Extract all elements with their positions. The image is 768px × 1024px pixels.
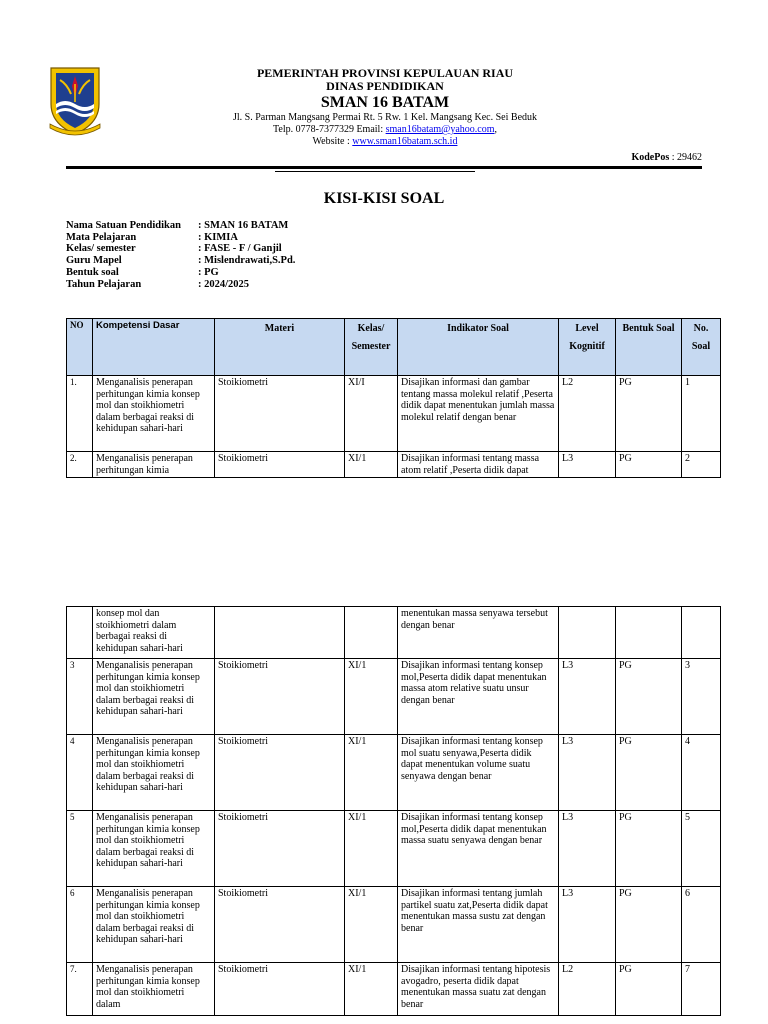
cell-kompetensi: Menganalisis penerapan perhitungan kimia konsep mol dan stoikhiometri dalam berbagai reaksi di kehidupan sahari-hari [93,659,215,735]
table-row [67,376,721,452]
cell-kelas: XI/1 [345,887,398,963]
identity-row [66,267,295,279]
cell-nosoal: 3 [682,659,721,735]
cell-level: L3 [559,452,616,478]
cell-indikator: Disajikan informasi dan gambar tentang massa molekul relatif ,Peserta didik dapat menentukan jumlah massa molekul relatif dengan benar [398,376,559,452]
table-row [67,811,721,887]
cell-bentuk: PG [616,811,682,887]
identity-value: : FASE - F / Ganjil [198,243,282,255]
table-row [67,452,721,478]
cell-kompetensi: Menganalisis penerapan perhitungan kimia konsep mol dan stoikhiometri dalam berbagai reaksi di kehidupan sahari-hari [93,735,215,811]
cell-level: L3 [559,887,616,963]
cell-level: L2 [559,963,616,1016]
identity-row [66,279,295,291]
letterhead-divider [66,166,702,169]
document-page-1 [0,0,768,480]
cell-bentuk: PG [616,659,682,735]
letterhead [130,66,640,148]
letterhead-contact [130,124,640,136]
cell-level: L2 [559,376,616,452]
header-materi: Materi [215,319,345,376]
cell-materi: Stoikiometri [215,659,345,735]
cell-bentuk: PG [616,376,682,452]
cell-materi: Stoikiometri [215,963,345,1016]
cell-no [67,607,93,659]
document-page-2 [0,606,768,1024]
cell-indikator: Disajikan informasi tentang jumlah partikel suatu zat,Peserta didik dapat menentukan massa sustu zat dengan benar [398,887,559,963]
header-nosoal: No. Soal [682,319,721,376]
identity-row [66,243,295,255]
cell-kelas: XI/1 [345,963,398,1016]
cell-nosoal [682,607,721,659]
cell-kompetensi: Menganalisis penerapan perhitungan kimia konsep mol dan stoikhiometri dalam berbagai reaksi di kehidupan sahari-hari [93,887,215,963]
identity-row [66,232,295,244]
website-link[interactable]: www.sman16batam.sch.id [352,136,458,147]
identity-key: Tahun Pelajaran [66,278,142,290]
identity-value: : 2024/2025 [198,278,250,290]
cell-no: 6 [67,887,93,963]
cell-kelas: XI/1 [345,811,398,887]
cell-nosoal: 6 [682,887,721,963]
contact-comma: , [494,124,498,135]
table-row [67,659,721,735]
identity-row [66,220,295,232]
cell-kompetensi: Menganalisis penerapan perhitungan kimia konsep mol dan stoikhiometri dalam berbagai reaksi di kehidupan sahari-hari [93,376,215,452]
cell-kelas: XI/1 [345,659,398,735]
cell-indikator: Disajikan informasi tentang massa atom relatif ,Peserta didik dapat [398,452,559,478]
website-label: Website : [312,136,353,147]
table-row [67,963,721,1016]
table-header-row [67,319,721,376]
cell-bentuk: PG [616,452,682,478]
kisi-table-page-1 [66,318,721,478]
cell-indikator: Disajikan informasi tentang konsep mol,Peserta didik dapat menentukan massa atom relative suatu unsur dengan benar [398,659,559,735]
cell-kelas [345,607,398,659]
letterhead-department: DINAS PENDIDIKAN [326,79,444,93]
header-level: Level Kognitif [559,319,616,376]
identity-value: : PG [198,266,219,278]
header-indikator: Indikator Soal [398,319,559,376]
postal-code [600,152,702,163]
letterhead-divider-thin [275,171,475,172]
cell-bentuk: PG [616,963,682,1016]
table-row [67,735,721,811]
letterhead-address: Jl. S. Parman Mangsang Permai Rt. 5 Rw. 1 Kel. Mangsang Kec. Sei Beduk [232,112,538,123]
cell-materi: Stoikiometri [215,376,345,452]
email-link[interactable]: sman16batam@yahoo.com [385,124,495,135]
cell-nosoal: 2 [682,452,721,478]
cell-bentuk [616,607,682,659]
letterhead-government: PEMERINTAH PROVINSI KEPULAUAN RIAU [256,66,514,80]
cell-indikator: menentukan massa senyawa tersebut dengan benar [398,607,559,659]
header-kelas: Kelas/ Semester [345,319,398,376]
letterhead-school-name: SMAN 16 BATAM [320,94,450,111]
cell-kompetensi: konsep mol dan stoikhiometri dalam berbagai reaksi di kehidupan sahari-hari [93,607,215,659]
cell-no: 1. [67,376,93,452]
cell-bentuk: PG [616,887,682,963]
cell-materi: Stoikiometri [215,452,345,478]
cell-nosoal: 7 [682,963,721,1016]
cell-no: 7. [67,963,93,1016]
cell-level: L3 [559,811,616,887]
cell-indikator: Disajikan informasi tentang konsep mol suatu senyawa,Peserta didik dapat menentukan volume suatu senyawa dengan benar [398,735,559,811]
cell-level: L3 [559,735,616,811]
cell-no: 2. [67,452,93,478]
cell-kompetensi: Menganalisis penerapan perhitungan kimia [93,452,215,478]
identity-key: Kelas/ semester [66,243,136,255]
cell-no: 4 [67,735,93,811]
cell-bentuk: PG [616,735,682,811]
identity-key: Guru Mapel [66,255,122,267]
cell-kompetensi: Menganalisis penerapan perhitungan kimia konsep mol dan stoikhiometri dalam [93,963,215,1016]
cell-materi: Stoikiometri [215,735,345,811]
identity-key: Mata Pelajaran [66,231,137,243]
cell-nosoal: 1 [682,376,721,452]
table-row [67,607,721,659]
identity-value: : KIMIA [198,231,238,243]
identity-block [66,220,295,290]
cell-materi [215,607,345,659]
postal-code-label: KodePos [631,152,670,163]
cell-indikator: Disajikan informasi tentang hipotesis avogadro, peserta didik dapat menentukan massa suatu zat dengan benar [398,963,559,1016]
header-kompetensi: Kompetensi Dasar [93,319,215,376]
phone-text: Telp. 0778-7377329 Email: [272,124,386,135]
identity-value: : Mislendrawati,S.Pd. [198,255,296,267]
kisi-table-page-2 [66,606,721,1016]
cell-kompetensi: Menganalisis penerapan perhitungan kimia konsep mol dan stoikhiometri dalam berbagai reaksi di kehidupan sahari-hari [93,811,215,887]
table-row [67,887,721,963]
identity-value: : SMAN 16 BATAM [198,220,289,231]
identity-key: Bentuk soal [66,266,119,278]
cell-materi: Stoikiometri [215,811,345,887]
cell-no: 5 [67,811,93,887]
cell-materi: Stoikiometri [215,887,345,963]
header-bentuk: Bentuk Soal [616,319,682,376]
cell-kelas: XI/1 [345,452,398,478]
cell-level: L3 [559,659,616,735]
letterhead-website [130,136,640,148]
kepri-emblem-icon [47,64,103,136]
cell-indikator: Disajikan informasi tentang konsep mol,Peserta didik dapat menentukan massa suatu senyawa dengan benar [398,811,559,887]
identity-key: Nama Satuan Pendidikan [66,220,181,231]
cell-no: 3 [67,659,93,735]
header-no: NO [67,319,93,376]
document-title: KISI-KISI SOAL [323,190,445,207]
cell-nosoal: 4 [682,735,721,811]
cell-nosoal: 5 [682,811,721,887]
cell-kelas: XI/I [345,376,398,452]
cell-kelas: XI/1 [345,735,398,811]
postal-code-value: : 29462 [669,152,702,163]
identity-row [66,255,295,267]
cell-level [559,607,616,659]
